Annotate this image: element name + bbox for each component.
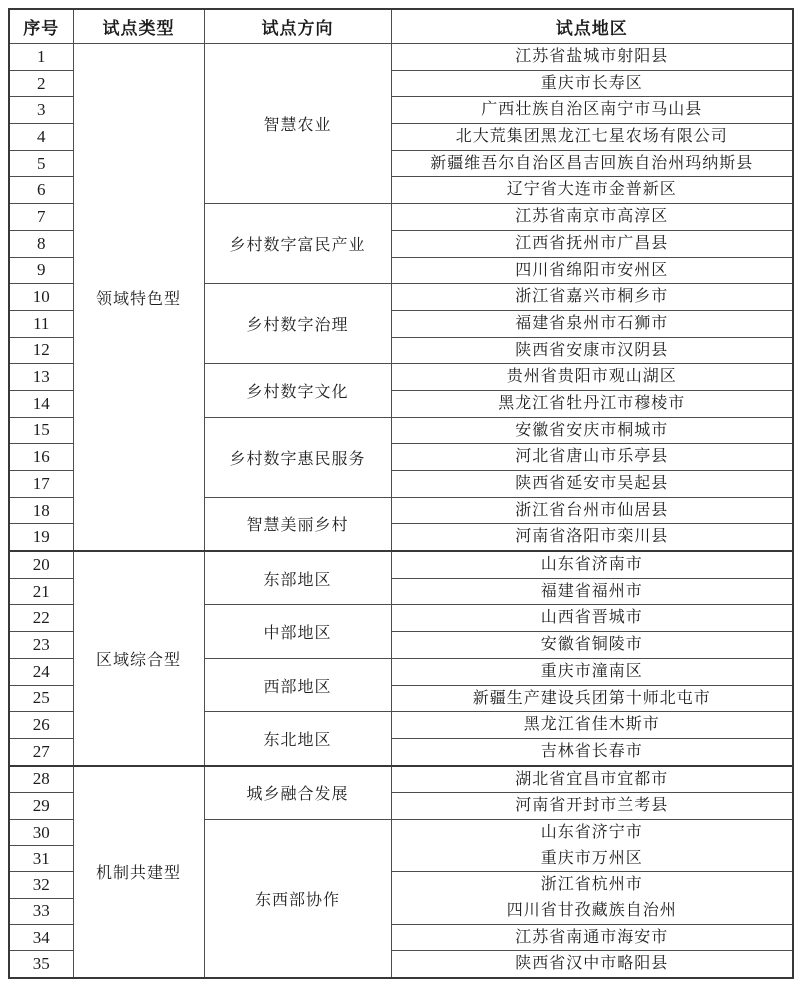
- serial-cell: 3: [9, 97, 73, 124]
- serial-cell: 13: [9, 364, 73, 391]
- pilot-area-cell: [391, 738, 793, 765]
- pilot-area-line: 广西壮族自治区南宁市马山县: [481, 101, 703, 119]
- pilot-area-line: 北大荒集团黑龙江七星农场有限公司: [455, 128, 728, 146]
- pilot-area-line: 湖北省宜昌市宜都市: [515, 770, 669, 788]
- pilot-area-line: 黑龙江省牡丹江市穆棱市: [498, 394, 686, 412]
- pilot-area-line: 安徽省安庆市桐城市: [515, 421, 669, 439]
- header-pilot-type: 试点类型: [73, 9, 204, 44]
- serial-cell: 29: [9, 793, 73, 820]
- pilot-direction-cell: 乡村数字惠民服务: [204, 417, 391, 497]
- pilot-area-line: 贵州省贵阳市观山湖区: [506, 368, 677, 386]
- table-body: [9, 44, 793, 979]
- pilot-area-line: 浙江省台州市仙居县: [515, 501, 669, 519]
- serial-cell: 16: [9, 444, 73, 471]
- pilot-direction-cell: 西部地区: [204, 658, 391, 711]
- header-serial: 序号: [9, 9, 73, 44]
- serial-cell: 15: [9, 417, 73, 444]
- pilot-area-line: 新疆生产建设兵团第十师北屯市: [472, 689, 711, 707]
- serial-cell: 18: [9, 497, 73, 524]
- serial-cell: 26: [9, 712, 73, 739]
- pilot-area-line: 陕西省汉中市略阳县: [515, 955, 669, 973]
- serial-cell: 20: [9, 551, 73, 578]
- pilot-area-line: 江苏省盐城市射阳县: [515, 48, 669, 65]
- pilot-area-cell: [391, 337, 793, 364]
- pilot-direction-cell: 城乡融合发展: [204, 766, 391, 820]
- pilot-area-cell: [391, 364, 793, 391]
- pilot-direction-cell: 中部地区: [204, 605, 391, 658]
- pilot-area-cell: [391, 150, 793, 177]
- pilot-area-cell: [391, 766, 793, 793]
- pilot-area-cell: [391, 44, 793, 71]
- header-row: [9, 9, 793, 44]
- pilot-area-cell: [391, 924, 793, 951]
- pilot-direction-cell: 乡村数字治理: [204, 284, 391, 364]
- pilot-area-cell: [391, 257, 793, 284]
- serial-cell: 21: [9, 578, 73, 605]
- serial-cell: 8: [9, 230, 73, 257]
- serial-cell: 9: [9, 257, 73, 284]
- serial-cell: 1: [9, 44, 73, 71]
- pilot-area-cell: [391, 284, 793, 311]
- pilot-type-cell: 区域综合型: [73, 551, 204, 766]
- pilot-area-line: 山东省济南市: [540, 556, 643, 574]
- pilot-area-line: 山西省晋城市: [540, 609, 643, 627]
- pilot-area-cell: [391, 793, 793, 820]
- serial-cell: 4: [9, 124, 73, 151]
- table-row: [9, 44, 793, 71]
- pilot-direction-cell: 智慧农业: [204, 44, 391, 204]
- table-row: [9, 766, 793, 793]
- pilot-area-cell: [391, 230, 793, 257]
- pilot-area-cell: [391, 444, 793, 471]
- pilot-type-cell: 机制共建型: [73, 766, 204, 979]
- pilot-area-line: 福建省福州市: [540, 582, 643, 600]
- header-pilot-area: 试点地区: [391, 9, 793, 44]
- pilot-area-line: 河北省唐山市乐亭县: [515, 448, 669, 466]
- pilot-area-line: 福建省泉州市石狮市: [515, 314, 669, 332]
- serial-cell: 22: [9, 605, 73, 632]
- pilot-area-cell: [391, 632, 793, 659]
- pilot-area-line: 安徽省铜陵市: [540, 636, 643, 654]
- pilot-area-cell: [391, 390, 793, 417]
- serial-cell: 35: [9, 951, 73, 978]
- pilot-area-line: 陕西省安康市汉阴县: [515, 341, 669, 359]
- pilot-area-cell: [391, 658, 793, 685]
- pilot-direction-cell: 东部地区: [204, 551, 391, 605]
- pilot-area-cell: [391, 551, 793, 578]
- pilot-area-cell: [391, 605, 793, 632]
- pilot-direction-cell: 乡村数字文化: [204, 364, 391, 417]
- pilot-area-line: 江西省抚州市广昌县: [515, 234, 669, 252]
- pilot-regions-table: [8, 8, 794, 979]
- pilot-type-cell: 领域特色型: [73, 44, 204, 552]
- pilot-area-line: 吉林省长春市: [540, 742, 643, 760]
- pilot-area-cell: [391, 204, 793, 231]
- pilot-direction-cell: 智慧美丽乡村: [204, 497, 391, 551]
- serial-cell: 23: [9, 632, 73, 659]
- pilot-area-cell: [391, 70, 793, 97]
- serial-cell: 2: [9, 70, 73, 97]
- pilot-area-line: 四川省甘孜藏族自治州: [506, 902, 677, 919]
- pilot-direction-cell: 乡村数字富民产业: [204, 204, 391, 284]
- pilot-area-line: 浙江省嘉兴市桐乡市: [515, 288, 669, 306]
- pilot-area-line: 山东省济宁市: [540, 823, 643, 841]
- pilot-area-line: 陕西省延安市吴起县: [515, 475, 669, 492]
- serial-cell: 31: [9, 846, 73, 872]
- pilot-area-cell: [391, 578, 793, 605]
- pilot-area-cell: [391, 417, 793, 444]
- serial-cell: 25: [9, 685, 73, 712]
- serial-cell: 27: [9, 738, 73, 765]
- pilot-area-line: 重庆市万州区: [540, 849, 643, 867]
- serial-cell: 5: [9, 150, 73, 177]
- pilot-area-cell: [391, 685, 793, 712]
- serial-cell: 32: [9, 872, 73, 898]
- pilot-area-cell: [391, 497, 793, 524]
- pilot-area-cell: [391, 872, 793, 924]
- serial-cell: 12: [9, 337, 73, 364]
- table-row: [9, 551, 793, 578]
- pilot-direction-cell: 东北地区: [204, 712, 391, 766]
- serial-cell: 7: [9, 204, 73, 231]
- serial-cell: 17: [9, 471, 73, 498]
- pilot-area-line: 江苏省南通市海安市: [515, 928, 669, 946]
- pilot-area-cell: [391, 712, 793, 739]
- pilot-area-line: 四川省绵阳市安州区: [515, 261, 669, 279]
- serial-cell: 34: [9, 924, 73, 951]
- pilot-area-cell: [391, 471, 793, 498]
- pilot-area-line: 浙江省杭州市: [540, 876, 643, 894]
- serial-cell: 11: [9, 310, 73, 337]
- pilot-area-line: 河南省洛阳市栾川县: [515, 528, 669, 546]
- header-pilot-direction: 试点方向: [204, 9, 391, 44]
- pilot-direction-cell: 东西部协作: [204, 819, 391, 978]
- pilot-area-line: 重庆市潼南区: [540, 662, 643, 680]
- serial-cell: 6: [9, 177, 73, 204]
- pilot-area-cell: [391, 951, 793, 978]
- serial-cell: 10: [9, 284, 73, 311]
- pilot-area-cell: [391, 819, 793, 871]
- pilot-area-line: 江苏省南京市高淳区: [515, 208, 669, 226]
- pilot-area-line: 新疆维吾尔自治区昌吉回族自治州玛纳斯县: [430, 154, 754, 172]
- serial-cell: 30: [9, 819, 73, 845]
- pilot-area-cell: [391, 310, 793, 337]
- serial-cell: 28: [9, 766, 73, 793]
- pilot-area-cell: [391, 177, 793, 204]
- serial-cell: 24: [9, 658, 73, 685]
- pilot-area-cell: [391, 124, 793, 151]
- serial-cell: 14: [9, 390, 73, 417]
- pilot-area-cell: [391, 97, 793, 124]
- serial-cell: 33: [9, 898, 73, 924]
- pilot-area-line: 重庆市长寿区: [540, 74, 643, 92]
- pilot-area-cell: [391, 524, 793, 551]
- serial-cell: 19: [9, 524, 73, 551]
- pilot-area-line: 河南省开封市兰考县: [515, 797, 669, 815]
- pilot-area-line: 黑龙江省佳木斯市: [523, 716, 660, 734]
- pilot-area-line: 辽宁省大连市金普新区: [506, 181, 677, 199]
